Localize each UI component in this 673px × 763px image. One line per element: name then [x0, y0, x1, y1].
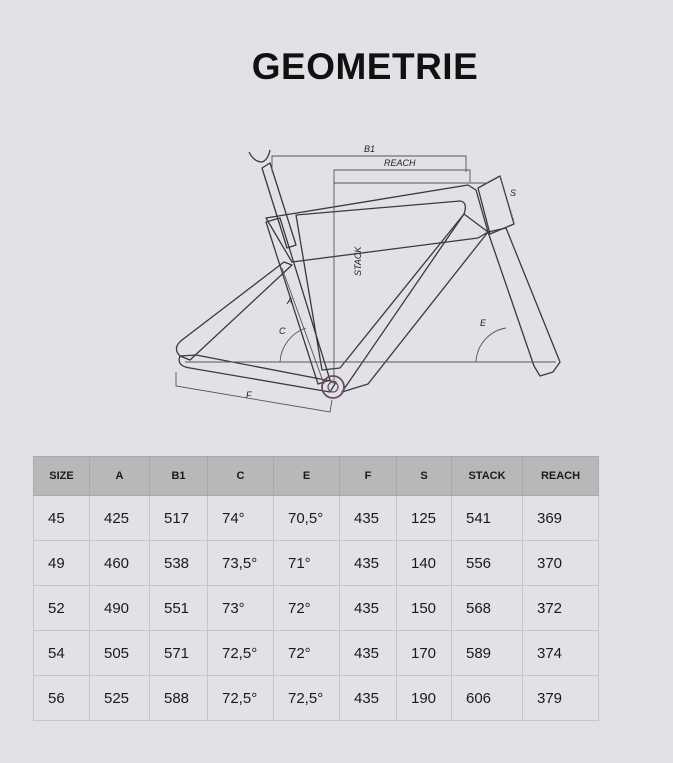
cell-f: 435 — [340, 676, 397, 721]
cell-b1: 517 — [150, 496, 208, 541]
cell-reach: 372 — [523, 586, 599, 631]
cell-s: 190 — [397, 676, 452, 721]
cell-s: 170 — [397, 631, 452, 676]
cell-c: 73,5° — [208, 541, 274, 586]
cell-f: 435 — [340, 496, 397, 541]
head-tube — [478, 176, 517, 234]
label-s: S — [510, 188, 517, 198]
header-b1: B1 — [150, 457, 208, 496]
cell-c: 72,5° — [208, 631, 274, 676]
f-measure — [176, 372, 332, 412]
header-e: E — [274, 457, 340, 496]
table-row — [34, 631, 599, 676]
cell-size: 45 — [34, 496, 90, 541]
cell-s: 140 — [397, 541, 452, 586]
table-row — [34, 496, 599, 541]
header-f: F — [340, 457, 397, 496]
table-header-row — [34, 457, 599, 496]
frame-geometry-diagram — [160, 130, 580, 420]
cell-stack: 541 — [452, 496, 523, 541]
down-tube — [342, 214, 488, 392]
cell-b1: 588 — [150, 676, 208, 721]
cell-a: 525 — [90, 676, 150, 721]
cell-f: 435 — [340, 541, 397, 586]
cell-c: 73° — [208, 586, 274, 631]
cell-size: 49 — [34, 541, 90, 586]
cell-s: 150 — [397, 586, 452, 631]
cell-stack: 568 — [452, 586, 523, 631]
table-row — [34, 541, 599, 586]
cell-b1: 571 — [150, 631, 208, 676]
table-row — [34, 676, 599, 721]
label-f: F — [246, 390, 252, 400]
cell-size: 52 — [34, 586, 90, 631]
cell-e: 71° — [274, 541, 340, 586]
cell-a: 425 — [90, 496, 150, 541]
cell-reach: 369 — [523, 496, 599, 541]
geometry-table — [33, 456, 599, 721]
cell-stack: 606 — [452, 676, 523, 721]
label-e: E — [480, 318, 487, 328]
top-tube — [266, 185, 488, 262]
cell-e: 70,5° — [274, 496, 340, 541]
header-reach: REACH — [523, 457, 599, 496]
cell-reach: 370 — [523, 541, 599, 586]
cell-reach: 374 — [523, 631, 599, 676]
cell-f: 435 — [340, 586, 397, 631]
cell-e: 72,5° — [274, 676, 340, 721]
fork — [488, 228, 560, 376]
label-stack: STACK — [353, 246, 363, 276]
reach-measure — [334, 170, 470, 183]
cell-reach: 379 — [523, 676, 599, 721]
label-reach: REACH — [384, 158, 416, 168]
header-size: SIZE — [34, 457, 90, 496]
header-a: A — [90, 457, 150, 496]
seat-post — [262, 163, 296, 248]
saddle-clamp — [249, 150, 270, 162]
header-stack: STACK — [452, 457, 523, 496]
cell-b1: 538 — [150, 541, 208, 586]
cell-a: 460 — [90, 541, 150, 586]
cell-size: 56 — [34, 676, 90, 721]
cell-e: 72° — [274, 586, 340, 631]
cell-a: 505 — [90, 631, 150, 676]
cell-c: 74° — [208, 496, 274, 541]
cell-f: 435 — [340, 631, 397, 676]
cell-c: 72,5° — [208, 676, 274, 721]
cell-a: 490 — [90, 586, 150, 631]
header-c: C — [208, 457, 274, 496]
table-row — [34, 586, 599, 631]
label-c: C — [279, 326, 286, 336]
header-s: S — [397, 457, 452, 496]
cell-e: 72° — [274, 631, 340, 676]
seat-stay — [176, 262, 292, 360]
cell-stack: 589 — [452, 631, 523, 676]
cell-stack: 556 — [452, 541, 523, 586]
label-b1: B1 — [364, 144, 376, 154]
cell-size: 54 — [34, 631, 90, 676]
main-triangle-window — [296, 201, 465, 370]
label-a: A — [287, 296, 294, 306]
cell-b1: 551 — [150, 586, 208, 631]
cell-s: 125 — [397, 496, 452, 541]
page-title: GEOMETRIE — [251, 46, 479, 87]
chain-stay — [179, 355, 336, 392]
